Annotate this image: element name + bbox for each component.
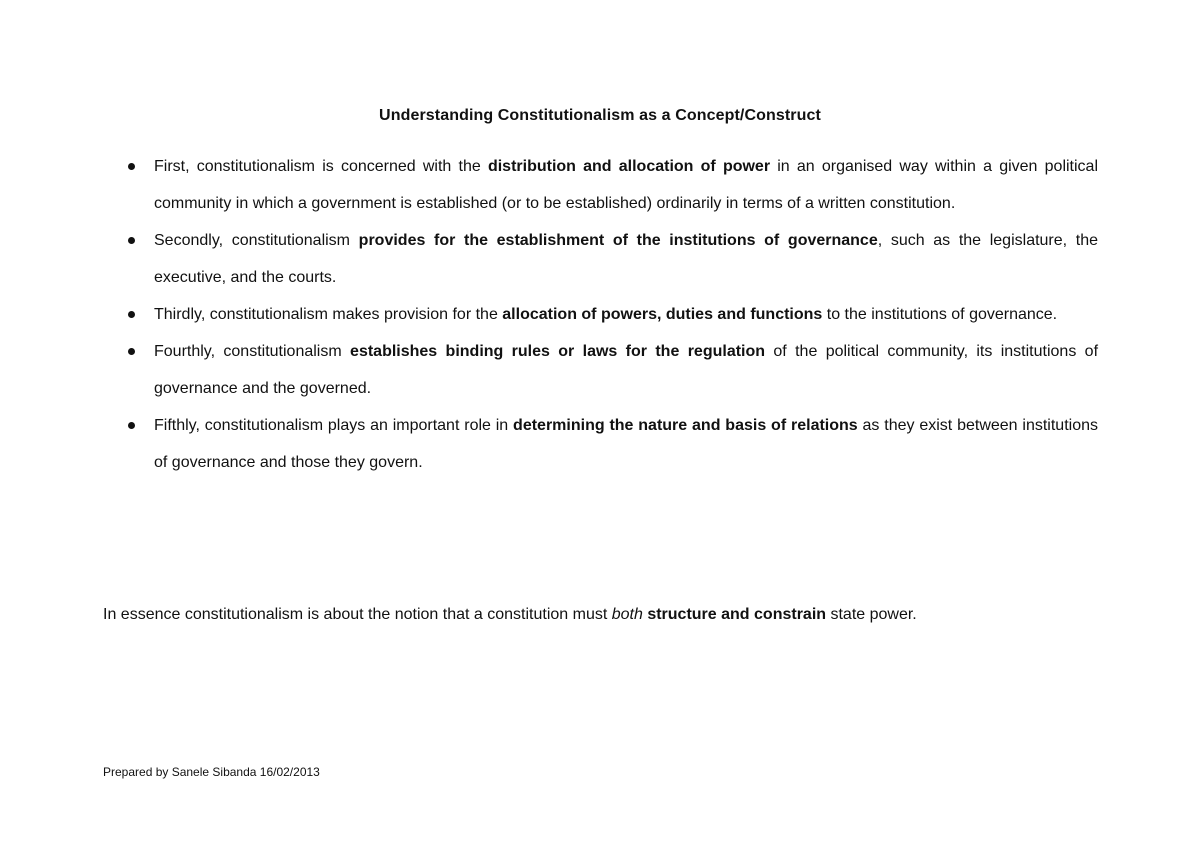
essence-text-pre: In essence constitutionalism is about the notion that a constitution must [103, 606, 612, 623]
essence-paragraph [103, 603, 1103, 627]
footer-credit: Prepared by Sanele Sibanda 16/02/2013 [103, 765, 320, 779]
bullet-text-post: , such as the legislature, the executive, and the courts. [154, 232, 1099, 286]
bullet-item-4 [126, 333, 1098, 407]
bullet-dot-icon [128, 422, 135, 429]
bullet-text-post: to the institutions of governance. [822, 306, 1058, 323]
bullet-text-pre: Fifthly, constitutionalism plays an important role in [154, 417, 514, 434]
bullet-text-bold: provides for the establishment of the institutions of governance [358, 232, 878, 249]
document-title: Understanding Constitutionalism as a Concept/Construct [379, 107, 821, 124]
bullet-dot-icon [128, 237, 135, 244]
bullet-text-bold: allocation of powers, duties and functions [502, 306, 823, 323]
bullet-item-1 [126, 148, 1098, 222]
bullet-item-2 [126, 222, 1098, 296]
bullet-list [126, 148, 1098, 481]
bullet-text-pre: Secondly, constitutionalism [154, 232, 359, 249]
bullet-text-pre: First, constitutionalism is concerned with the [154, 158, 488, 175]
bullet-text-bold: establishes binding rules or laws for the regulation [350, 343, 766, 360]
bullet-item-5 [126, 407, 1098, 481]
bullet-dot-icon [128, 163, 135, 170]
essence-text-italic: both [611, 606, 643, 623]
bullet-text-bold: determining the nature and basis of relations [513, 417, 858, 434]
bullet-dot-icon [128, 348, 135, 355]
essence-text-post: state power. [826, 606, 917, 623]
bullet-text-post: in an organised way within a given political community in which a government is established (or to be established) ordinarily in terms of a written constitution. [154, 158, 1099, 212]
bullet-text-pre: Fourthly, constitutionalism [154, 343, 351, 360]
bullet-text-post: of the political community, its institutions of governance and the governed. [154, 343, 1099, 397]
bullet-item-3 [126, 296, 1098, 333]
essence-text-bold: structure and constrain [647, 606, 827, 623]
bullet-dot-icon [128, 311, 135, 318]
bullet-text-bold: distribution and allocation of power [487, 158, 771, 175]
bullet-text-pre: Thirdly, constitutionalism makes provision for the [154, 306, 503, 323]
bullet-text-post: as they exist between institutions of governance and those they govern. [154, 417, 1099, 471]
